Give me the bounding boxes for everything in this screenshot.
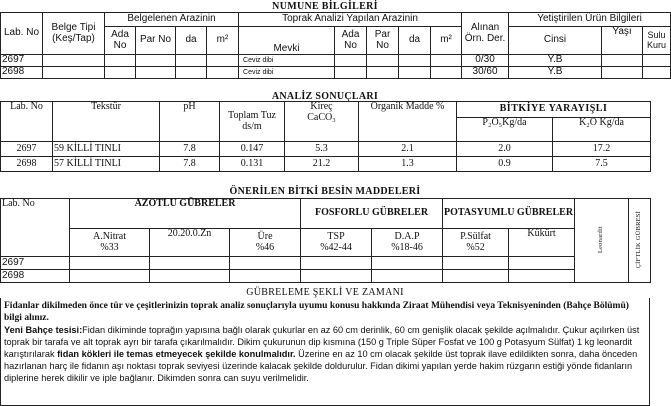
analiz-header-p2o5: P₂O₅Kg/da [457,118,553,142]
yeni-bahce-label: Yeni Bahçe tesisi: [4,325,83,335]
onerilen-header-ure [230,229,301,257]
analiz-header-kirec [285,102,359,142]
table-row [1,157,651,172]
numune-row-mevki: Ceviz dibi [239,67,335,79]
numune-header-m2-2: m² [431,27,462,55]
p-sulfat-label: P.Sülfat [460,231,491,242]
numune-header-m2: m² [207,27,239,55]
analiz-row-kirec: 5.3 [285,142,359,157]
numune-row-lab: 2698 [1,67,43,79]
numune-row-lab: 2697 [1,55,43,67]
numune-header-mevki: Mevki [239,27,335,55]
numune-table [0,12,671,79]
analiz-header-toplam-tuz [220,102,285,142]
onerilen-row-lab: 2698 [1,270,70,283]
tsp-pct: %42-44 [320,241,352,253]
analiz-header-lab-no: Lab. No [1,102,53,142]
analiz-row-ph: 7.8 [160,142,220,157]
onerilen-table [0,198,651,283]
analiz-table [0,101,651,172]
analiz-row-p2o5: 0.9 [457,157,553,172]
table-row [1,55,671,67]
numune-header-da-2: da [399,27,431,55]
analiz-row-tekstur: 57 KİLLİ TINLI [53,157,160,172]
numune-header-lab-no: Lab. No [1,13,43,55]
analiz-row-organik: 1.3 [359,157,457,172]
numune-header-par-no: Par No [136,27,176,55]
numune-header-belgelenen: Belgelenen Arazinin [105,13,239,27]
gubreleme-title: GÜBRELEME ŞEKLİ VE ZAMANI [246,287,404,298]
dap-pct: %18-46 [391,241,423,253]
numune-row-derinlik: 0/30 [462,55,509,67]
numune-header-par-no-2: Par No [367,27,399,55]
analiz-row-lab: 2698 [1,157,53,172]
numune-row-cinsi: Y.B [509,67,602,79]
analiz-row-p2o5: 2.0 [457,142,553,157]
onerilen-header-p-sulfat [443,229,509,257]
table-row [1,257,651,270]
numune-header-da: da [176,27,207,55]
analiz-header-bitkiye: BİTKİYE YARAYIŞLI [457,102,651,118]
analiz-row-k2o: 7.5 [553,157,651,172]
gubreleme-text-bold: fidan kökleri ile temas etmeyecek şekilde konulmalıdır. [57,349,296,359]
gubreleme-intro: Fidanlar dikilmeden önce tür ve çeşitlerinizin toprak analiz sonuçlarıyla uyumu konusu hakkında Ziraat Mühendisi veya Teknisyeninden (Bahçe Bölümü) bilgi alınız. [4,301,629,323]
kirec-label: Kireç [310,101,333,112]
analiz-row-organik: 2.1 [359,142,457,157]
onerilen-title: ÖNERİLEN BİTKİ BESİN MADDELERİ [229,186,421,197]
analiz-row-lab: 2697 [1,142,53,157]
numune-row-derinlik: 30/60 [462,67,509,79]
table-row [1,142,651,157]
toplam-tuz-label: Toplam Tuz [228,110,276,121]
dap-label: D.A.P [394,231,420,242]
onerilen-header-kukurt: Kükürt [509,229,575,257]
numune-header-toprak: Toprak Analizi Yapılan Arazinin [239,13,462,27]
gubreleme-text-b: Üzerine en az 10 cm olacak şekilde üst toprak ilave edildikten sonra, daha önceden hazırlanan harç ile fidanın aşı noktası toprak seviyesi üzerinde kalacak şekilde doldurulur. Fidan dikimi yapılan yerde hakim rüzgarın estiği yönde fidanların diplerine herek dikilir ve iple bağlanır. Dikimden sonra can suyu verilmelidir. [4,349,638,383]
analiz-title: ANALİZ SONUÇLARI [271,91,379,102]
ciftlik-label: ÇİFTLİK GÜBRESİ [635,210,643,268]
table-row [1,67,671,79]
gubreleme-text-a: Fidan dikiminde toprağın yapısına bağlı olarak çukurlar en az 60 cm derinlik, 60 cm genişlik olacak şekilde açılmalıdır. Çukur açılırken üst toprak bir tarafa ve alt toprak ayrı bir tarafa çıkarılmalıdır. Dikim çukurunun dip kısmına (150 g Triple Süper Fosfat ve 100 g Potasyum Sülfat) 1 kg leonardit karıştırılarak [4,325,640,359]
onerilen-header-potasyumlu: POTASYUMLU GÜBRELER [443,199,575,229]
analiz-row-tuz: 0.131 [220,157,285,172]
numune-header-sulu-kuru: Sulu Kuru [643,27,671,55]
numune-title: NUMUNE BİLGİLERİ [272,1,378,12]
kirec-unit: CaCO₃ [307,111,336,123]
onerilen-header-leonardit [575,199,629,283]
analiz-header-ph: pH [160,102,220,142]
numune-row-mevki: Ceviz dibi [239,55,335,67]
ure-pct: %46 [255,241,275,253]
analiz-row-ph: 7.8 [160,157,220,172]
onerilen-header-ciftlik [629,199,651,283]
onerilen-header-a-nitrat [70,229,150,257]
numune-header-alinan: Alınan Örn. Der. [462,13,509,55]
a-nitrat-label: A.Nitrat [92,231,127,242]
table-row [1,270,651,283]
onerilen-header-fosforlu: FOSFORLU GÜBRELER [301,199,443,229]
ure-label: Üre [257,231,273,242]
gubreleme-notes [0,298,650,406]
analiz-row-kirec: 21.2 [285,157,359,172]
onerilen-header-npk: 20.20.0.Zn [150,229,230,257]
onerilen-header-tsp [301,229,372,257]
onerilen-header-dap [372,229,443,257]
numune-header-belge-tipi: Belge Tipi (Keş/Tap) [43,13,105,55]
gubreleme-body [4,324,646,384]
analiz-row-tekstur: 59 KİLLİ TINLI [53,142,160,157]
numune-header-yasi: Yaşı [602,27,643,55]
analiz-row-k2o: 17.2 [553,142,651,157]
onerilen-row-lab: 2697 [1,257,70,270]
toplam-tuz-unit: ds/m [242,120,262,132]
analiz-row-tuz: 0.147 [220,142,285,157]
onerilen-header-lab-no: Lab. No [1,199,70,257]
numune-header-ada-no: Ada No [105,27,136,55]
numune-row-cinsi: Y.B [509,55,602,67]
a-nitrat-pct: %33 [100,241,119,253]
analiz-header-tekstur: Tekstür [53,102,160,142]
leonardit-label: Leonardit [597,225,605,253]
tsp-label: TSP [327,231,345,242]
numune-header-ada-no-2: Ada No [335,27,367,55]
numune-header-yetistirilen: Yetiştirilen Ürün Bilgileri [509,13,671,27]
p-sulfat-pct: %52 [466,241,485,253]
analiz-header-k2o: K₂O Kg/da [553,118,651,142]
numune-header-cinsi: Cinsi [509,27,602,55]
analiz-header-organik: Organik Madde % [359,102,457,142]
onerilen-header-azotlu: AZOTLU GÜBRELER [70,199,301,229]
